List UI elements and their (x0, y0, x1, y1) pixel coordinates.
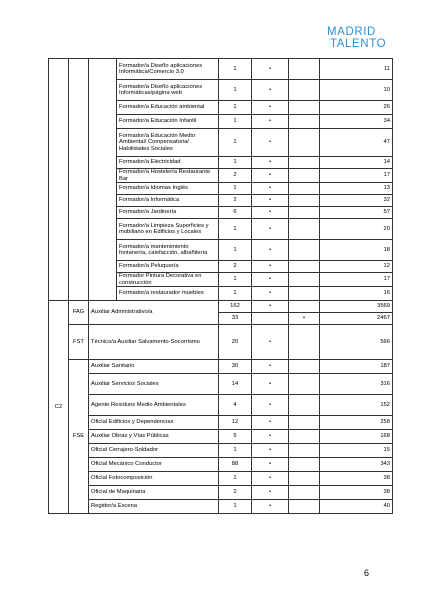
position-total: 34 (320, 115, 393, 129)
table-row (49, 444, 393, 458)
empty-cell (289, 444, 320, 458)
position-name: Formador/a Educación Infantil (117, 115, 219, 129)
position-name: Formador/a Limpieza Superficies y mobiliario en Edificios y Locales (117, 219, 219, 240)
subgroup-cell-fst: FST (69, 325, 89, 360)
position-name: Técnico/a Auxiliar Salvamento-Socorrismo (89, 325, 219, 360)
position-count: 6 (219, 207, 252, 219)
position-name: Auxiliar Administrativo/a (89, 301, 219, 325)
position-count: 1 (219, 219, 252, 240)
position-count: 1 (219, 129, 252, 157)
table-row (49, 500, 393, 514)
position-name: Formador/a restaurador muebles (117, 287, 219, 301)
position-count: 20 (219, 325, 252, 360)
position-name: Formador/a Educación Medio Ambiental/ Compensatoria/ Habilidades Sociales (117, 129, 219, 157)
position-mark: • (252, 472, 289, 486)
empty-cell (289, 219, 320, 240)
position-count: 1 (219, 80, 252, 101)
table-row (49, 325, 393, 360)
position-name: Oficial Cerrajero-Soldador (89, 444, 219, 458)
empty-cell (289, 325, 320, 360)
position-mark: • (252, 444, 289, 458)
empty-cell (289, 129, 320, 157)
position-name: Auxiliar Sanitario (89, 360, 219, 374)
position-name: Formador/a mantenimiento fontanería, calefacción, albañilería (117, 240, 219, 261)
position-total: 17 (320, 273, 393, 287)
positions-table (48, 58, 393, 514)
position-total: 17 (320, 169, 393, 183)
position-count: 33 (219, 313, 252, 325)
position-count: 5 (219, 430, 252, 444)
position-name: Oficial de Maquinaria (89, 486, 219, 500)
position-name: Formador/a Educación ambiental (117, 101, 219, 115)
position-mark: • (252, 430, 289, 444)
position-total: 26 (320, 101, 393, 115)
table-row (49, 472, 393, 486)
position-total: 47 (320, 129, 393, 157)
empty-cell (289, 430, 320, 444)
position-total: 168 (320, 430, 393, 444)
position-total: 12 (320, 261, 393, 273)
position-total: 40 (320, 500, 393, 514)
position-mark: • (252, 101, 289, 115)
position-name: Formador/a Hostelería Restaurante Bar (117, 169, 219, 183)
position-total: 38 (320, 472, 393, 486)
position-mark: • (252, 416, 289, 430)
empty-cell (289, 59, 320, 80)
table-row (49, 486, 393, 500)
position-mark: • (252, 183, 289, 195)
position-count: 2 (219, 486, 252, 500)
empty-cell (289, 183, 320, 195)
empty-cell (289, 207, 320, 219)
position-mark: • (252, 169, 289, 183)
empty-cell (252, 313, 289, 325)
madrid-talento-logo (327, 26, 397, 50)
table-row (49, 360, 393, 374)
position-name: Formador/a Diseño aplicaciones Informática/Comercio 3.0 (117, 59, 219, 80)
position-count: 1 (219, 240, 252, 261)
position-total: 11 (320, 59, 393, 80)
position-total: 258 (320, 416, 393, 430)
blank-cell-top (89, 59, 117, 301)
position-name: Oficial Edificios y Dependencias (89, 416, 219, 430)
position-total: 3569 (320, 301, 393, 313)
empty-cell (289, 472, 320, 486)
position-mark: • (252, 273, 289, 287)
table-row (49, 301, 393, 313)
empty-cell (289, 101, 320, 115)
position-count: 4 (219, 395, 252, 416)
position-mark: • (252, 287, 289, 301)
position-name: Formador/a Diseño aplicaciones Informáticas/página web (117, 80, 219, 101)
position-name: Formador/a Jardinería (117, 207, 219, 219)
position-total: 14 (320, 157, 393, 169)
position-mark: • (252, 115, 289, 129)
position-count: 2 (219, 261, 252, 273)
position-mark: • (252, 325, 289, 360)
position-mark: • (252, 157, 289, 169)
position-mark: • (252, 240, 289, 261)
position-total: 18 (320, 240, 393, 261)
empty-cell (289, 80, 320, 101)
position-name: Auxiliar Servicios Sociales (89, 374, 219, 395)
position-name: Agente Residuos Medio Ambientales (89, 395, 219, 416)
position-mark: • (252, 374, 289, 395)
position-count: 1 (219, 101, 252, 115)
empty-cell (289, 500, 320, 514)
position-total: 566 (320, 325, 393, 360)
empty-cell (289, 486, 320, 500)
empty-cell (289, 157, 320, 169)
subgroup-cell-top (69, 59, 89, 301)
position-count: 88 (219, 458, 252, 472)
empty-cell (289, 360, 320, 374)
position-count: 1 (219, 59, 252, 80)
subgroup-cell-fag: FAG (69, 301, 89, 325)
position-count: 1 (219, 287, 252, 301)
empty-cell (289, 240, 320, 261)
position-mark: • (252, 458, 289, 472)
table-row (49, 430, 393, 444)
position-mark: • (252, 301, 289, 313)
position-total: 152 (320, 395, 393, 416)
position-mark: • (252, 129, 289, 157)
position-count: 12 (219, 416, 252, 430)
group-cell-c2: C2 (49, 301, 69, 514)
empty-cell (289, 458, 320, 472)
position-mark: • (252, 360, 289, 374)
table-row (49, 395, 393, 416)
position-count: 162 (219, 301, 252, 313)
position-total: 343 (320, 458, 393, 472)
position-count: 1 (219, 157, 252, 169)
position-total: 38 (320, 486, 393, 500)
group-cell-top (49, 59, 69, 301)
empty-cell (289, 416, 320, 430)
position-count: 1 (219, 115, 252, 129)
position-total: 316 (320, 374, 393, 395)
logo-line-1: MADRID (327, 26, 376, 38)
position-total: 2467 (320, 313, 393, 325)
position-count: 1 (219, 500, 252, 514)
position-name: Formador/a Idiomas Inglés (117, 183, 219, 195)
position-name: Oficial Fotocomposición (89, 472, 219, 486)
position-mark: • (252, 395, 289, 416)
position-mark: • (252, 195, 289, 207)
position-name: Regidor/a Escena (89, 500, 219, 514)
position-count: 30 (219, 360, 252, 374)
position-count: 1 (219, 183, 252, 195)
position-mark: • (252, 261, 289, 273)
position-name: Formador/a Peluquería (117, 261, 219, 273)
table-row (49, 416, 393, 430)
position-count: 2 (219, 195, 252, 207)
position-mark: • (252, 59, 289, 80)
position-mark: • (252, 486, 289, 500)
position-count: 1 (219, 444, 252, 458)
table-row (49, 458, 393, 472)
position-total: 187 (320, 360, 393, 374)
empty-cell (289, 374, 320, 395)
position-total: 32 (320, 195, 393, 207)
empty-cell (289, 261, 320, 273)
empty-cell (289, 395, 320, 416)
position-name: Formador Pintura Decorativa en construcción (117, 273, 219, 287)
position-total: 20 (320, 219, 393, 240)
position-total: 15 (320, 444, 393, 458)
subgroup-cell-fse: FSE (69, 360, 89, 514)
empty-cell (289, 169, 320, 183)
position-total: 57 (320, 207, 393, 219)
position-mark: • (252, 219, 289, 240)
position-mark: • (252, 500, 289, 514)
position-mark: • (252, 80, 289, 101)
position-mark: • (289, 313, 320, 325)
page-number: 6 (364, 568, 370, 578)
empty-cell (289, 301, 320, 313)
position-name: Formador/a Informática (117, 195, 219, 207)
logo-line-2: TALENTO (330, 38, 387, 50)
position-name: Formador/a Electricidad (117, 157, 219, 169)
position-name: Oficial Mecánico Conductor (89, 458, 219, 472)
table-row (49, 374, 393, 395)
position-count: 1 (219, 472, 252, 486)
empty-cell (289, 287, 320, 301)
position-total: 10 (320, 80, 393, 101)
position-total: 13 (320, 183, 393, 195)
table-row (49, 59, 393, 80)
position-count: 1 (219, 273, 252, 287)
empty-cell (289, 195, 320, 207)
empty-cell (289, 115, 320, 129)
position-count: 14 (219, 374, 252, 395)
position-count: 2 (219, 169, 252, 183)
position-total: 16 (320, 287, 393, 301)
position-name: Auxiliar Obras y Vías Públicas (89, 430, 219, 444)
empty-cell (289, 273, 320, 287)
position-mark: • (252, 207, 289, 219)
